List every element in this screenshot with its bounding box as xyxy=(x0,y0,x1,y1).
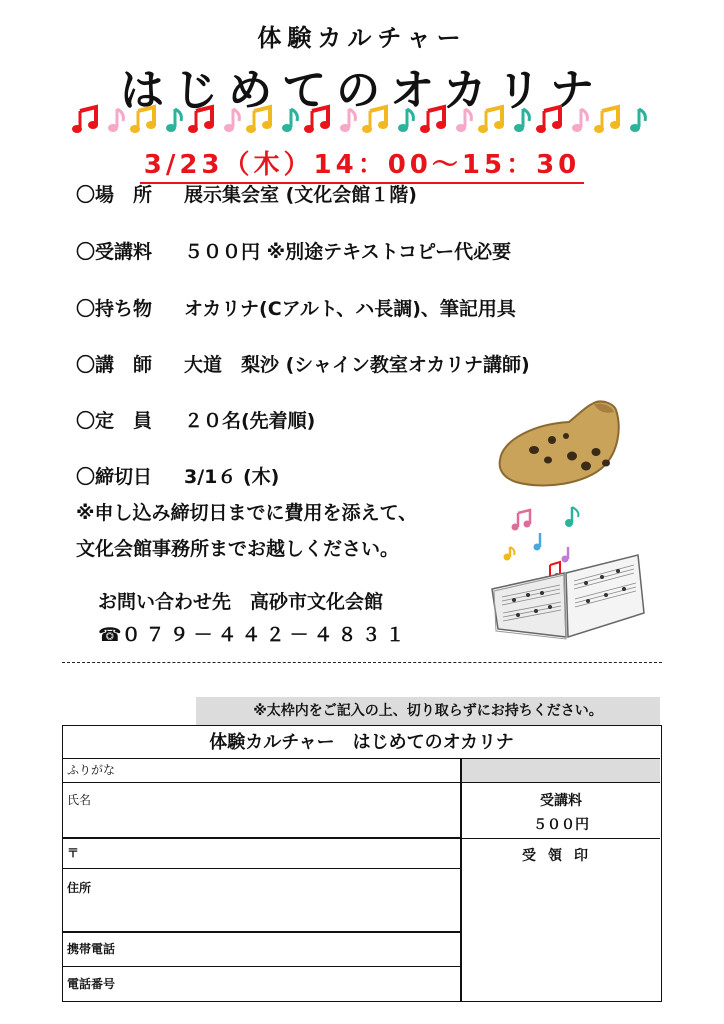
mobile-field[interactable] xyxy=(63,933,460,967)
detail-label: 〇持ち物 xyxy=(76,298,153,320)
music-note-icon xyxy=(130,103,160,137)
form-title: 体験カルチャー はじめてのオカリナ xyxy=(63,726,660,759)
detail-instructor xyxy=(76,350,530,377)
mobile-label: 携帯電話 xyxy=(67,942,116,956)
form-fields xyxy=(63,759,462,1001)
detail-capacity xyxy=(76,406,315,433)
music-note-icon xyxy=(217,103,247,137)
note-line-2: 文化会館事務所までお越しください。 xyxy=(76,538,400,560)
cut-line xyxy=(62,662,662,663)
name-label: 氏名 xyxy=(67,793,92,807)
detail-deadline xyxy=(76,462,279,489)
detail-label: 〇講 師 xyxy=(76,354,153,376)
address-label: 住所 xyxy=(67,881,92,895)
music-note-icon xyxy=(420,103,450,137)
telephone-icon: ☎ xyxy=(98,624,122,646)
music-note-icon xyxy=(507,103,537,137)
furigana-label: ふりがな xyxy=(67,763,116,777)
music-note-icon xyxy=(333,103,363,137)
music-note-icon xyxy=(304,103,334,137)
deadline-note xyxy=(76,495,417,567)
contact-label: お問い合わせ先 高砂市文化会館 xyxy=(98,591,384,613)
music-note-icon xyxy=(362,103,392,137)
note-mark: ※ xyxy=(76,502,95,524)
music-note-icon xyxy=(275,103,305,137)
music-note-icon xyxy=(565,103,595,137)
music-note-icon xyxy=(536,103,566,137)
event-datetime: 3/23（木）14：00～15：30 xyxy=(140,144,585,184)
postal-label: 〒 xyxy=(67,846,80,860)
furigana-field[interactable] xyxy=(63,759,460,783)
contact-phone: ０７９－４４２－４８３１ xyxy=(121,624,410,646)
music-note-icon xyxy=(246,103,276,137)
address-field[interactable] xyxy=(63,869,460,933)
application-form xyxy=(62,725,662,1002)
contact-info xyxy=(98,586,410,652)
fee-label: 受講料 xyxy=(540,793,582,809)
datetime-wrap xyxy=(0,144,724,184)
detail-value: ２０名(先着順) xyxy=(184,410,316,432)
phone-label: 電話番号 xyxy=(67,977,116,991)
music-note-icon xyxy=(159,103,189,137)
detail-value: 大道 梨沙 (シャイン教室オカリナ講師) xyxy=(184,354,530,376)
detail-place xyxy=(76,180,417,207)
music-book-illustration xyxy=(488,505,648,645)
fee-box xyxy=(462,783,660,839)
ocarina-illustration xyxy=(494,400,624,495)
page-title: はじめてのオカリナ xyxy=(120,65,604,116)
detail-value: ５００円 ※別途テキストコピー代必要 xyxy=(184,241,512,263)
form-office-use xyxy=(462,759,660,1001)
music-note-icon xyxy=(72,103,102,137)
detail-value: 展示集会室 (文化会館１階) xyxy=(184,184,417,206)
fee-value: ５００円 xyxy=(533,817,589,833)
detail-label: 〇締切日 xyxy=(76,466,153,488)
music-note-icon xyxy=(188,103,218,137)
postal-field[interactable] xyxy=(63,839,460,869)
music-note-icon xyxy=(478,103,508,137)
detail-fee xyxy=(76,237,511,264)
music-note-icon xyxy=(449,103,479,137)
music-note-icon xyxy=(623,103,653,137)
music-note-icon xyxy=(391,103,421,137)
name-field[interactable] xyxy=(63,783,460,839)
detail-label: 〇受講料 xyxy=(76,241,153,263)
note-line-1: 申し込み締切日までに費用を添えて、 xyxy=(94,502,418,524)
detail-items xyxy=(76,294,516,321)
receipt-stamp-label: 受領印 xyxy=(522,848,600,864)
music-note-icon xyxy=(101,103,131,137)
music-note-icon xyxy=(594,103,624,137)
detail-value: オカリナ(Cアルト、ハ長調)、筆記用具 xyxy=(184,298,516,320)
detail-label: 〇定 員 xyxy=(76,410,153,432)
subtitle: 体験カルチャー xyxy=(257,24,467,52)
floating-notes xyxy=(504,507,579,582)
form-banner: ※太枠内をご記入の上、切り取らずにお持ちください。 xyxy=(196,697,660,725)
phone-field[interactable] xyxy=(63,967,460,1001)
detail-value: 3/1６ (木) xyxy=(184,466,280,488)
gray-cell xyxy=(462,759,660,783)
detail-label: 〇場 所 xyxy=(76,184,153,206)
music-notes-decoration xyxy=(72,103,652,139)
